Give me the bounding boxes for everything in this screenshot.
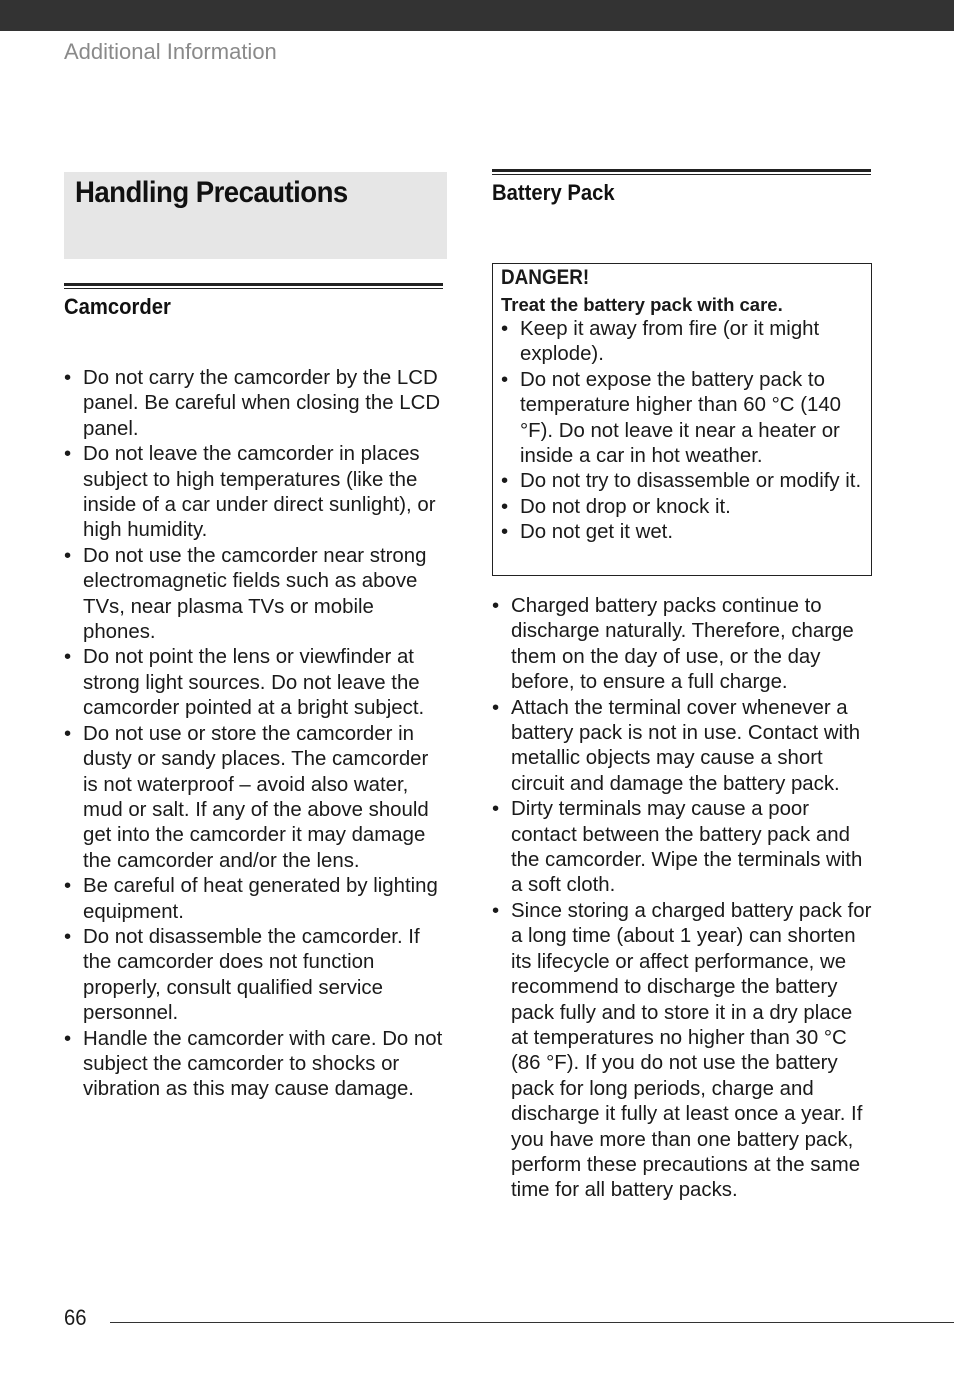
list-item: • Dirty terminals may cause a poor contact between the battery pack and the camcorder. Wipe the terminals with a soft cloth. — [492, 797, 874, 899]
title-box — [64, 172, 447, 259]
page-title: Handling Precautions — [75, 176, 348, 209]
danger-box — [492, 263, 872, 576]
battery-list — [492, 594, 874, 1204]
camcorder-list — [64, 366, 446, 1103]
list-item: • Do not expose the battery pack to temperature higher than 60 °C (140 °F). Do not leave it near a heater or inside a car in hot weather. — [501, 368, 871, 470]
list-item: • Do not carry the camcorder by the LCD panel. Be careful when closing the LCD panel. — [64, 366, 446, 442]
danger-list — [501, 317, 871, 546]
header-bar — [0, 0, 954, 31]
battery-heading: Battery Pack — [492, 180, 615, 205]
list-item: • Be careful of heat generated by lighting equipment. — [64, 874, 446, 925]
battery-rule — [492, 169, 871, 175]
list-item: • Attach the terminal cover whenever a battery pack is not in use. Contact with metallic objects may cause a short circuit and damage the battery pack. — [492, 696, 874, 798]
list-item: • Do not use or store the camcorder in dusty or sandy places. The camcorder is not waterproof – avoid also water, mud or salt. If any of the above should get into the camcorder it may damage the camcorder and/or the lens. — [64, 722, 446, 874]
list-item: • Do not get it wet. — [501, 520, 871, 545]
list-item: • Do not drop or knock it. — [501, 495, 871, 520]
list-item: • Do not point the lens or viewfinder at strong light sources. Do not leave the camcorder pointed at a bright subject. — [64, 645, 446, 721]
page-number: 66 — [64, 1305, 87, 1330]
list-item: • Do not disassemble the camcorder. If the camcorder does not function properly, consult qualified service personnel. — [64, 925, 446, 1027]
list-item: • Since storing a charged battery pack for a long time (about 1 year) can shorten its lifecycle or affect performance, we recommend to discharge the battery pack fully and to store it in a dry place at temperatures no higher than 30 °C (86 °F). If you do not use the battery pack for long periods, charge and discharge it fully at least once a year. If you have more than one battery pack, perform these precautions at the same time for all battery packs. — [492, 899, 874, 1204]
danger-subtitle: Treat the battery pack with care. — [501, 294, 783, 315]
list-item: • Do not leave the camcorder in places subject to high temperatures (like the inside of a car under direct sunlight), or high humidity. — [64, 442, 446, 544]
footer-rule — [110, 1322, 954, 1323]
list-item: • Keep it away from fire (or it might explode). — [501, 317, 871, 368]
list-item: • Do not use the camcorder near strong electromagnetic fields such as above TVs, near plasma TVs or mobile phones. — [64, 544, 446, 646]
camcorder-heading: Camcorder — [64, 294, 171, 319]
section-label: Additional Information — [64, 39, 277, 64]
danger-title: DANGER! — [501, 266, 590, 289]
list-item: • Handle the camcorder with care. Do not subject the camcorder to shocks or vibration as this may cause damage. — [64, 1027, 446, 1103]
camcorder-rule — [64, 283, 443, 289]
list-item: • Do not try to disassemble or modify it. — [501, 469, 871, 494]
list-item: • Charged battery packs continue to discharge naturally. Therefore, charge them on the day of use, or the day before, to ensure a full charge. — [492, 594, 874, 696]
